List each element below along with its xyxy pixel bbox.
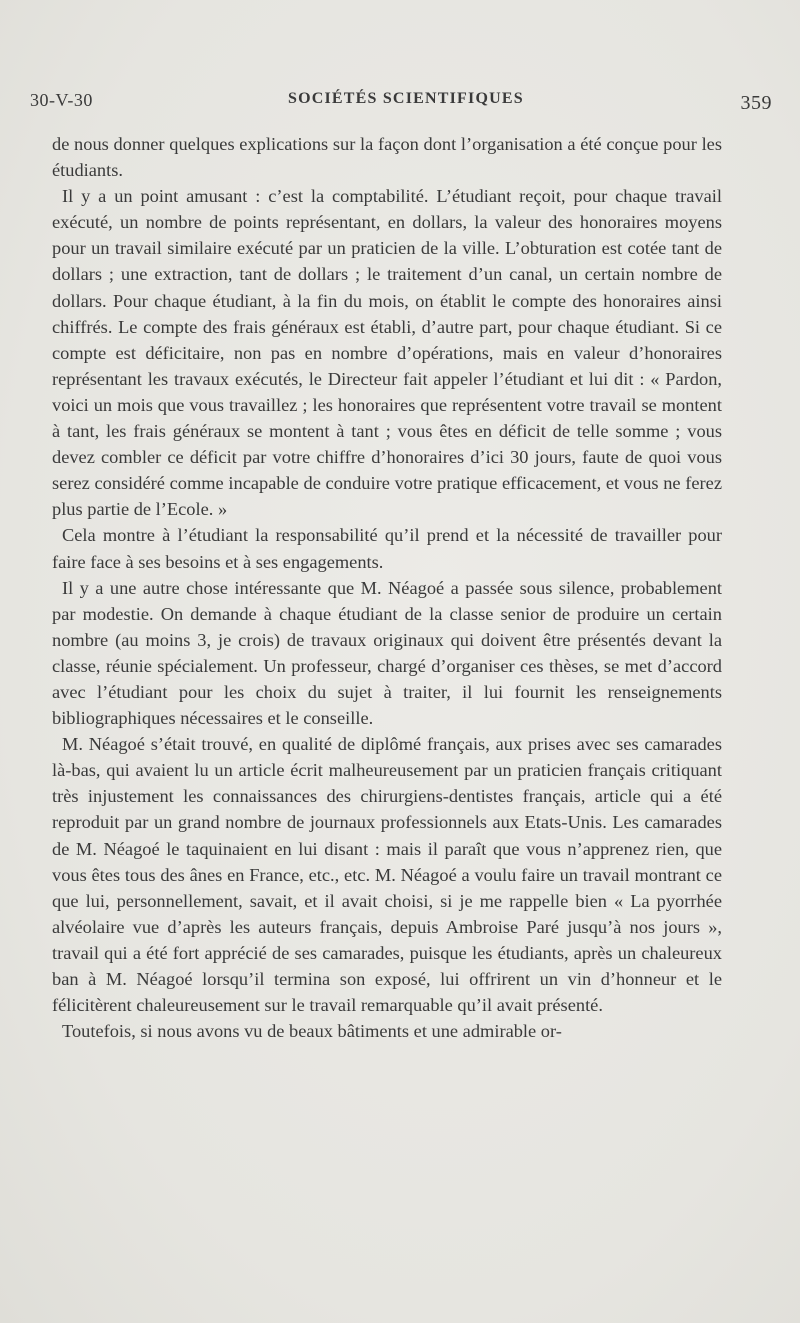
header-date: 30-V-30 xyxy=(30,90,93,110)
paragraph-responsabilite: Cela montre à l’étudiant la responsabilité qu’il prend et la nécessité de travailler pour faire face à ses besoins et à ses engagements. xyxy=(52,525,722,572)
header-section-title: SOCIÉTÉS SCIENTIFIQUES xyxy=(288,90,524,107)
paragraph-travaux-originaux: Il y a une autre chose intéressante que M. Néagoé a passée sous silence, probablement par modestie. On demande à chaque étudiant de la classe senior de produire un certain nombre (au moins 3, je crois) de travaux originaux qui doivent être présentés devant la classe, réunie spécialement. Un professeur, chargé d’organiser ces thèses, se met d’accord avec l’étudiant pour les choix du sujet à traiter, il lui fournit les renseignements bibliographiques nécessaires et le conseille. xyxy=(52,577,722,729)
body-text xyxy=(52,131,722,1044)
running-header xyxy=(30,88,772,114)
paragraph-continuation: de nous donner quelques explications sur la façon dont l’organisation a été conçue pour les étudiants. xyxy=(52,134,722,181)
paragraph-comptabilite: Il y a un point amusant : c’est la comptabilité. L’étudiant reçoit, pour chaque travail exécuté, un nombre de points représentant, en dollars, la valeur des honoraires moyens pour un travail similaire exécuté par un praticien de la ville. L’obturation est cotée tant de dollars ; une extraction, tant de dollars ; le traitement d’un canal, un certain nombre de dollars. Pour chaque étudiant, à la fin du mois, on établit le compte des honoraires ainsi chiffrés. Le compte des frais généraux est établi, d’autre part, pour chaque étudiant. Si ce compte est déficitaire, non pas en nombre d’opérations, mais en valeur d’honoraires représentant les travaux exécutés, le Directeur fait appeler l’étudiant et lui dit : « Pardon, voici un mois que vous travaillez ; les honoraires que représentent votre travail se montent à tant, les frais généraux se montent à tant ; vous êtes en déficit de telle somme ; vous devez combler ce déficit par votre chiffre d’honoraires d’ici 30 jours, faute de quoi vous serez considéré comme incapable de conduire votre pratique efficacement, et vous ne ferez plus partie de l’Ecole. » xyxy=(52,186,722,520)
page-number: 359 xyxy=(740,92,772,114)
paragraph-neagoe: M. Néagoé s’était trouvé, en qualité de diplômé français, aux prises avec ses camarades là-bas, qui avaient lu un article écrit malheureusement par un praticien français critiquant très injustement les connaissances des chirurgiens-dentistes français, article qui a été reproduit par un grand nombre de journaux professionnels aux Etats-Unis. Les camarades de M. Néagoé le taquinaient en lui disant : mais il paraît que vous n’apprenez rien, que vous êtes tous des ânes en France, etc., etc. M. Néagoé a voulu faire un travail montrant ce que lui, personnellement, savait, et il avait choisi, si je me rappelle bien « La pyorrhée alvéolaire vue d’après les auteurs français, depuis Ambroise Paré jusqu’à nos jours », travail qui a été fort apprécié de ses camarades, puisque les étudiants, après un chaleureux ban à M. Néagoé lorsqu’il termina son exposé, lui offrirent un vin d’honneur et le félicitèrent chaleureusement sur le travail remarquable qu’il avait présenté. xyxy=(52,734,722,1016)
paragraph-toutefois: Toutefois, si nous avons vu de beaux bâtiments et une admirable or- xyxy=(62,1021,562,1042)
